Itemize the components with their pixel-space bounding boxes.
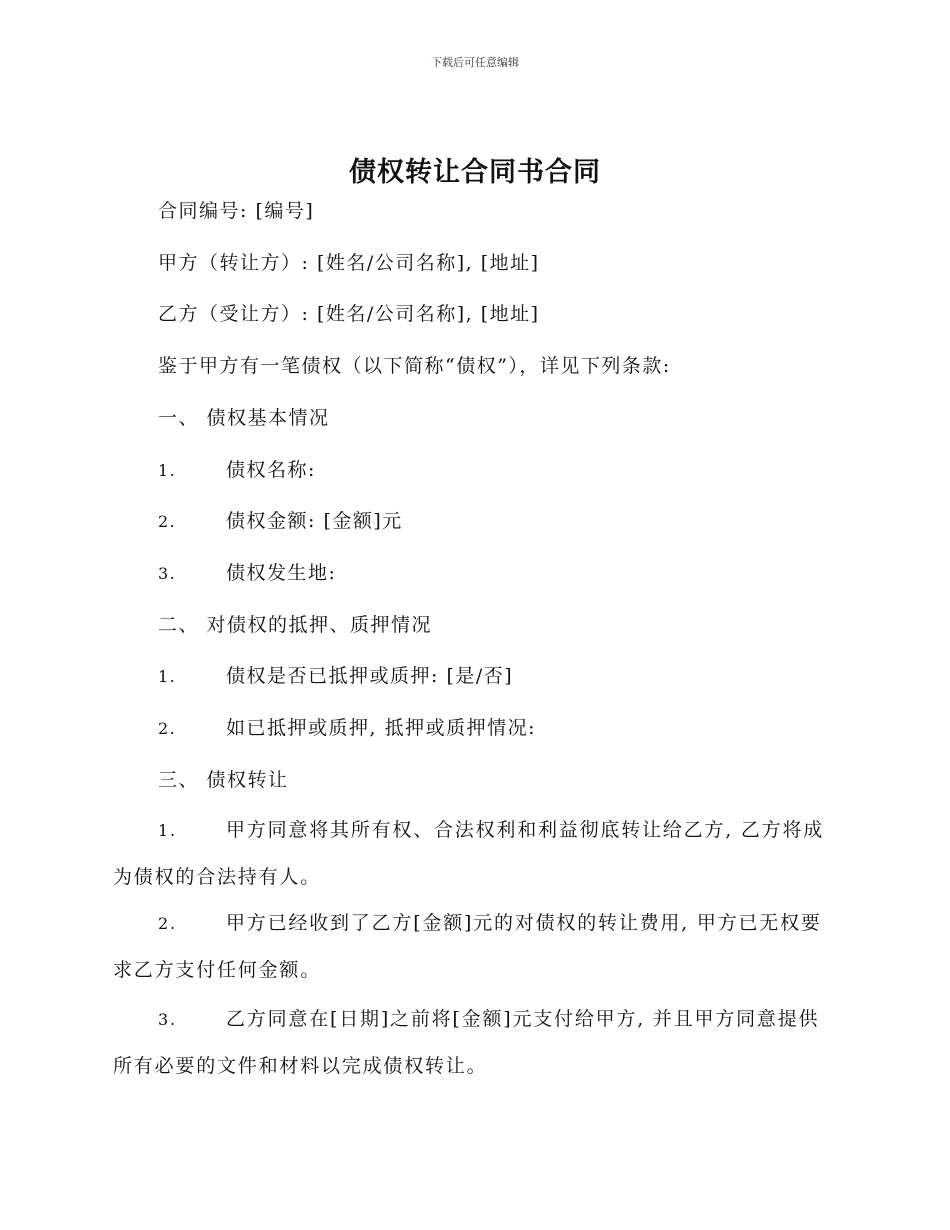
list-item (158, 716, 536, 741)
contract-number: 合同编号: [编号] (158, 200, 315, 222)
item-text: 债权发生地: (226, 562, 337, 584)
item-text: 债权金额: [金额]元 (226, 510, 403, 532)
item-number: 1. (158, 821, 177, 840)
item-text: 债权是否已抵押或质押: [是/否] (226, 665, 514, 687)
item-text: 债权名称: (226, 459, 316, 481)
item-number: 3. (158, 1010, 177, 1029)
item-text: 乙方同意在[日期]之前将[金额]元支付给甲方, 并且甲方同意提供所有必要的文件和材料以完成债权转让。 (113, 1008, 820, 1077)
list-item (158, 561, 336, 586)
document-title: 债权转让合同书合同 (349, 157, 601, 188)
item-number: 1. (158, 461, 177, 480)
item-text: 甲方已经收到了乙方[金额]元的对债权的转让费用, 甲方已无权要求乙方支付任何金额。 (113, 912, 822, 981)
party-b: 乙方（受让方）: [姓名/公司名称], [地址] (158, 303, 540, 325)
list-item (158, 664, 513, 689)
list-item (158, 458, 316, 483)
list-item (158, 509, 403, 534)
item-number: 1. (158, 667, 177, 686)
party-a: 甲方（转让方）: [姓名/公司名称], [地址] (158, 252, 540, 274)
section-heading: 一、 债权基本情况 (158, 407, 330, 429)
item-number: 2. (158, 914, 177, 933)
item-number: 2. (158, 719, 177, 738)
section-heading: 二、 对债权的抵押、质押情况 (158, 614, 433, 636)
section-heading: 三、 债权转让 (158, 769, 289, 791)
page-header: 下载后可任意编辑 (431, 56, 519, 69)
item-text: 如已抵押或质押, 抵押或质押情况: (226, 717, 536, 739)
preamble: 鉴于甲方有一笔债权（以下简称“债权”），详见下列条款: (158, 355, 671, 377)
clause-paragraph (113, 900, 833, 994)
item-number: 3. (158, 564, 177, 583)
item-text: 甲方同意将其所有权、合法权利和利益彻底转让给乙方, 乙方将成为债权的合法持有人。 (113, 819, 825, 888)
clause-paragraph (113, 996, 833, 1090)
item-number: 2. (158, 512, 177, 531)
clause-paragraph (113, 807, 833, 901)
